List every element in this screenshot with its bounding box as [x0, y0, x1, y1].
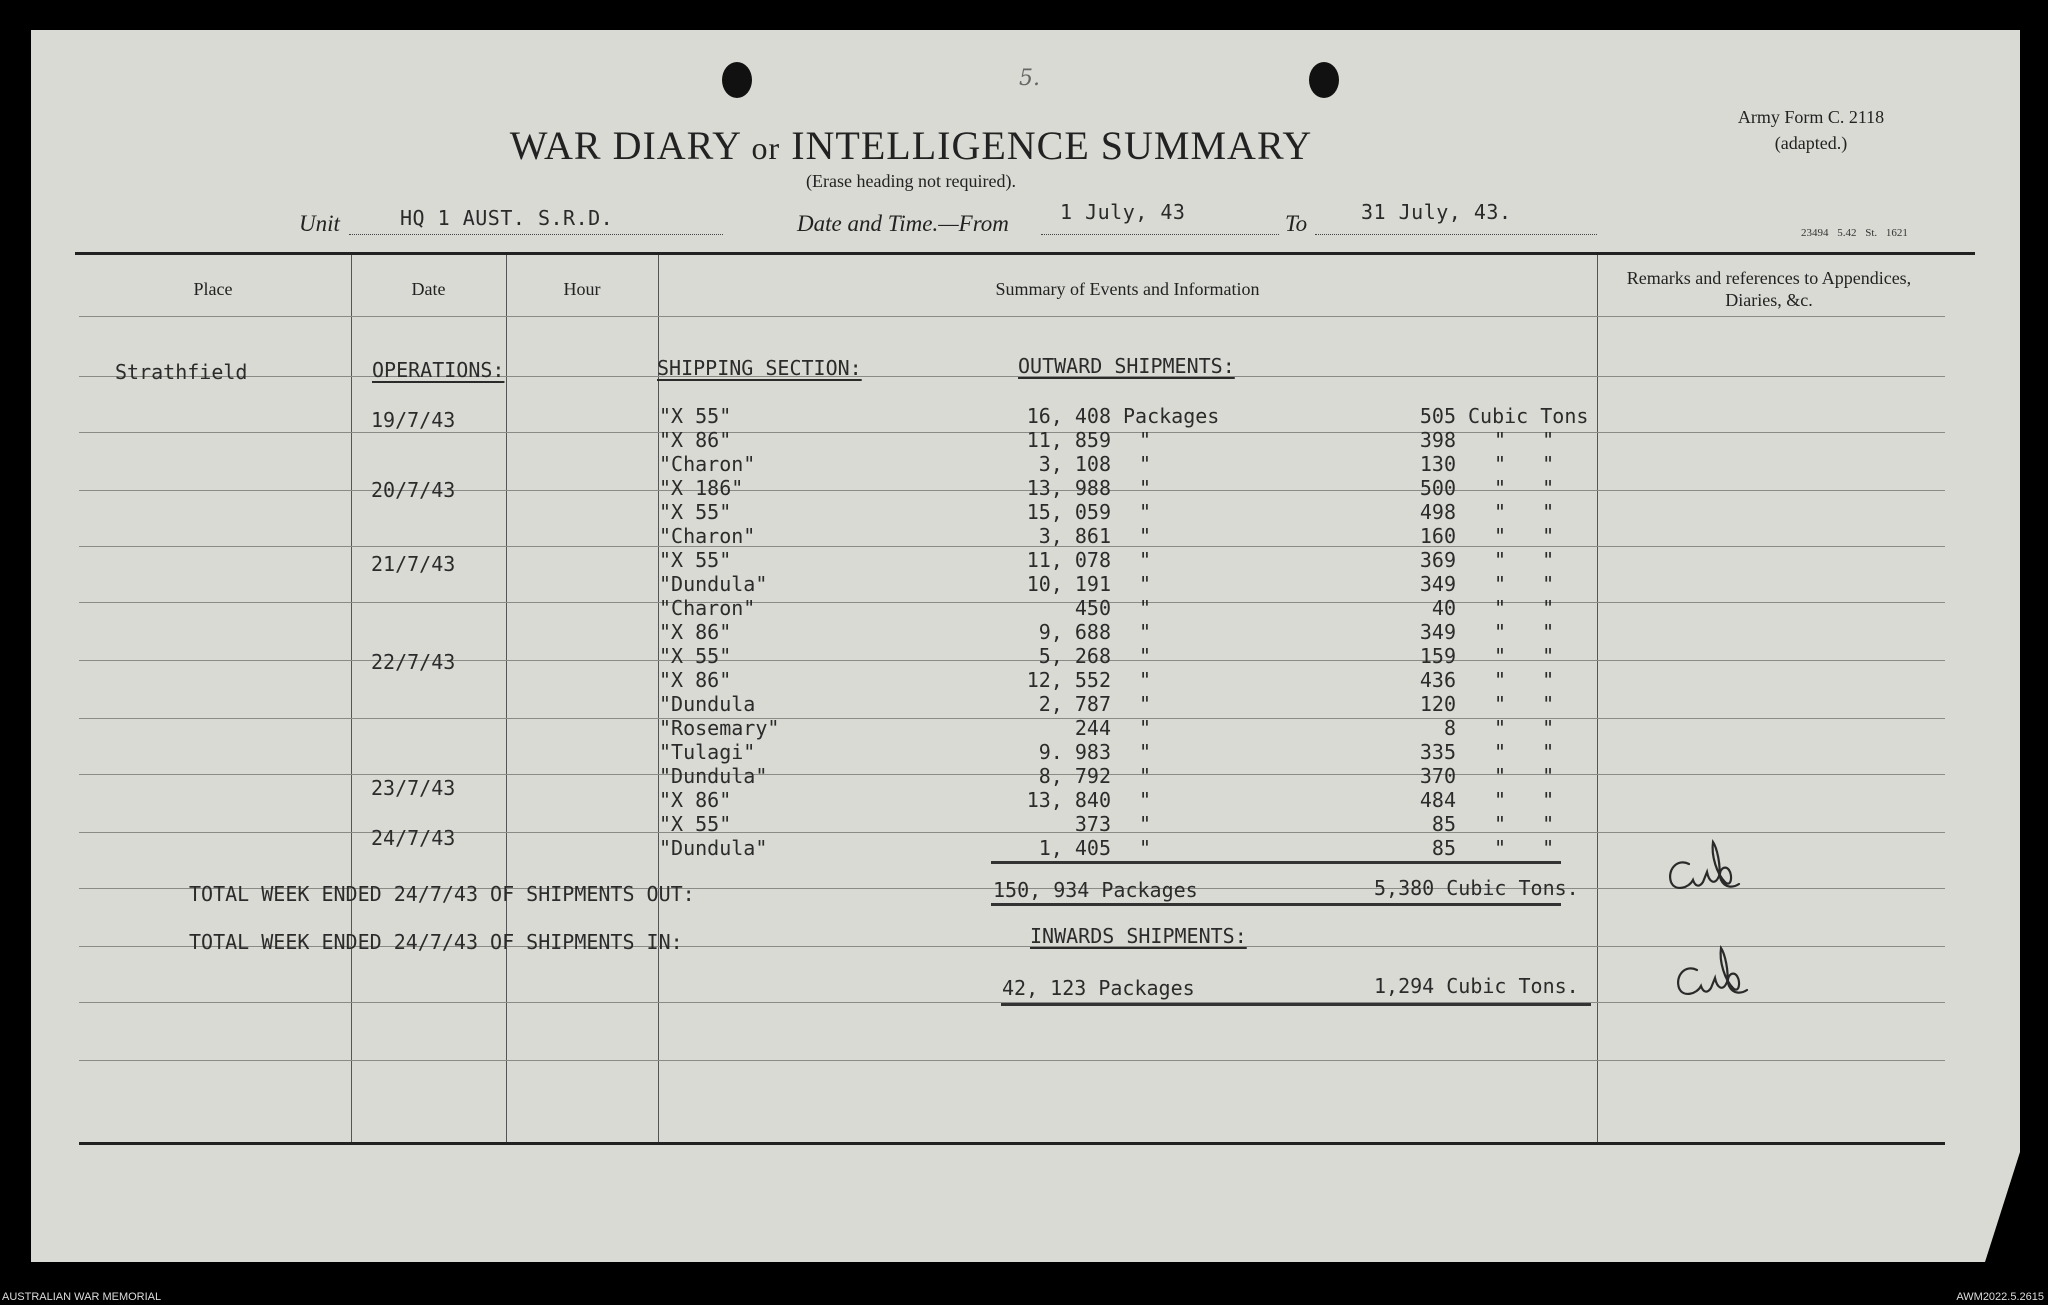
date-entry: 20/7/43 — [371, 478, 456, 502]
heading-operations: OPERATIONS: — [372, 358, 505, 382]
cubic-tons: 349 — [1419, 572, 1456, 596]
package-count: 9. 983 — [1038, 740, 1111, 764]
package-count: 11, 078 — [1026, 548, 1111, 572]
package-count: 9, 688 — [1038, 620, 1111, 644]
vessel-name: "X 186" — [659, 476, 744, 500]
cubic-tons: 398 — [1419, 428, 1456, 452]
punch-hole-right — [1309, 62, 1339, 98]
title-or: or — [751, 130, 781, 166]
cubic-tons: 369 — [1419, 548, 1456, 572]
package-unit: " — [1139, 692, 1152, 716]
vessel-name: "X 55" — [659, 404, 732, 428]
vessel-name: "X 55" — [659, 812, 732, 836]
handwritten-initials-1 — [1659, 836, 1749, 906]
cubic-tons: 85 — [1431, 812, 1456, 836]
col-divider-date — [506, 255, 507, 1142]
table-bottom-rule — [79, 1142, 1945, 1145]
col-head-place: Place — [193, 279, 233, 299]
total-out-tons: 5,380 Cubic Tons. — [1374, 876, 1579, 900]
tons-unit: " " — [1494, 668, 1555, 692]
vessel-name: "Tulagi" — [659, 740, 756, 764]
package-unit: " — [1139, 476, 1152, 500]
tons-unit: " " — [1494, 740, 1555, 764]
tons-unit: " " — [1494, 428, 1555, 452]
package-count: 11, 859 — [1026, 428, 1111, 452]
from-dotted-line — [1041, 234, 1279, 235]
cubic-tons: 500 — [1419, 476, 1456, 500]
package-count: 3, 108 — [1038, 452, 1111, 476]
place-value: Strathfield — [115, 360, 248, 384]
punch-hole-left — [722, 62, 752, 98]
package-unit: " — [1139, 524, 1152, 548]
package-unit: " — [1139, 740, 1152, 764]
vessel-name: "Charon" — [659, 596, 756, 620]
date-entry: 23/7/43 — [371, 776, 456, 800]
tons-unit: " " — [1494, 476, 1555, 500]
date-label: Date and Time.—From — [797, 211, 1009, 236]
cubic-tons: 436 — [1419, 668, 1456, 692]
heading-inwards-shipments: INWARDS SHIPMENTS: — [1030, 924, 1247, 948]
total-in-label: TOTAL WEEK ENDED 24/7/43 OF SHIPMENTS IN: — [189, 930, 683, 954]
vessel-name: "X 86" — [659, 668, 732, 692]
package-count: 10, 191 — [1026, 572, 1111, 596]
package-unit: " — [1139, 572, 1152, 596]
cubic-tons: 370 — [1419, 764, 1456, 788]
vessel-name: "X 86" — [659, 620, 732, 644]
package-unit: " — [1139, 644, 1152, 668]
col-head-remarks: Remarks and references to Appendices, Diaries, &c. — [1626, 268, 1912, 310]
package-count: 13, 840 — [1026, 788, 1111, 812]
vessel-name: "Dundula" — [659, 572, 768, 596]
tons-unit: " " — [1494, 644, 1555, 668]
cubic-tons: 120 — [1419, 692, 1456, 716]
package-unit: " — [1139, 788, 1152, 812]
package-count: 373 — [1074, 812, 1111, 836]
cubic-tons: 335 — [1419, 740, 1456, 764]
form-title — [31, 122, 1791, 169]
footer-accession-number: AWM2022.5.2615 — [1956, 1291, 2044, 1303]
package-unit: " — [1139, 836, 1152, 860]
tons-unit: Cubic Tons — [1468, 404, 1589, 428]
col-head-date: Date — [411, 279, 446, 299]
date-entry: 24/7/43 — [371, 826, 456, 850]
package-unit: " — [1139, 668, 1152, 692]
page-number: 5. — [1019, 66, 1040, 91]
to-value: 31 July, 43. — [1361, 200, 1512, 224]
to-dotted-line — [1315, 234, 1597, 235]
package-count: 13, 988 — [1026, 476, 1111, 500]
vessel-name: "X 55" — [659, 500, 732, 524]
total-out-rule — [991, 903, 1561, 906]
tons-unit: " " — [1494, 764, 1555, 788]
tons-unit: " " — [1494, 452, 1555, 476]
col-divider-summary — [1597, 255, 1598, 1142]
tons-unit: " " — [1494, 596, 1555, 620]
col-head-hour: Hour — [563, 279, 601, 299]
vessel-name: "X 55" — [659, 644, 732, 668]
cubic-tons: 498 — [1419, 500, 1456, 524]
vessel-name: "Rosemary" — [659, 716, 780, 740]
package-count: 450 — [1074, 596, 1111, 620]
package-count: 1, 405 — [1038, 836, 1111, 860]
cubic-tons: 505 — [1419, 404, 1456, 428]
package-unit: " — [1139, 452, 1152, 476]
total-in-tons: 1,294 Cubic Tons. — [1374, 974, 1579, 998]
table-top-rule — [75, 252, 1975, 255]
tons-unit: " " — [1494, 812, 1555, 836]
title-intelligence-summary: INTELLIGENCE SUMMARY — [791, 123, 1313, 168]
unit-value: HQ 1 AUST. S.R.D. — [400, 206, 614, 230]
heading-outward-shipments: OUTWARD SHIPMENTS: — [1018, 354, 1235, 378]
total-out-label: TOTAL WEEK ENDED 24/7/43 OF SHIPMENTS OUT: — [189, 882, 695, 906]
army-form-adapted: (adapted.) — [1774, 133, 1848, 153]
title-war-diary: WAR DIARY — [509, 123, 741, 168]
vessel-name: "Dundula — [659, 692, 756, 716]
package-count: 12, 552 — [1026, 668, 1111, 692]
tons-unit: " " — [1494, 548, 1555, 572]
col-head-summary: Summary of Events and Information — [995, 279, 1260, 299]
subtotal-rule — [991, 861, 1561, 864]
vessel-name: "X 86" — [659, 788, 732, 812]
tons-unit: " " — [1494, 836, 1555, 860]
cubic-tons: 484 — [1419, 788, 1456, 812]
unit-label: Unit — [299, 211, 340, 236]
vessel-name: "Charon" — [659, 524, 756, 548]
cubic-tons: 40 — [1431, 596, 1456, 620]
tons-unit: " " — [1494, 716, 1555, 740]
package-unit: " — [1139, 764, 1152, 788]
form-subtitle: (Erase heading not required). — [806, 171, 1016, 191]
package-unit: " — [1139, 620, 1152, 644]
tons-unit: " " — [1494, 692, 1555, 716]
tons-unit: " " — [1494, 788, 1555, 812]
tons-unit: " " — [1494, 572, 1555, 596]
cubic-tons: 159 — [1419, 644, 1456, 668]
tons-unit: " " — [1494, 620, 1555, 644]
cubic-tons: 85 — [1431, 836, 1456, 860]
print-code: 23494 5.42 St. 1621 — [1801, 227, 1908, 239]
vessel-name: "Charon" — [659, 452, 756, 476]
total-out-packages: 150, 934 Packages — [993, 878, 1198, 902]
package-unit: " — [1139, 548, 1152, 572]
date-entry: 21/7/43 — [371, 552, 456, 576]
package-unit: " — [1139, 500, 1152, 524]
row-rule — [79, 376, 1945, 377]
package-count: 3, 861 — [1038, 524, 1111, 548]
vessel-name: "X 55" — [659, 548, 732, 572]
col-divider-place — [351, 255, 352, 1142]
package-count: 2, 787 — [1038, 692, 1111, 716]
cubic-tons: 349 — [1419, 620, 1456, 644]
vessel-name: "Dundula" — [659, 836, 768, 860]
package-count: 16, 408 — [1026, 404, 1111, 428]
unit-dotted-line — [349, 234, 723, 235]
package-unit: Packages — [1123, 404, 1220, 428]
header-row-rule — [79, 316, 1945, 317]
total-in-packages: 42, 123 Packages — [1002, 976, 1195, 1000]
package-count: 244 — [1074, 716, 1111, 740]
cubic-tons: 160 — [1419, 524, 1456, 548]
package-count: 15, 059 — [1026, 500, 1111, 524]
tons-unit: " " — [1494, 524, 1555, 548]
package-unit: " — [1139, 596, 1152, 620]
vessel-name: "Dundula" — [659, 764, 768, 788]
total-in-rule — [1001, 1003, 1591, 1006]
date-entry: 19/7/43 — [371, 408, 456, 432]
package-unit: " — [1139, 428, 1152, 452]
army-form-label — [1721, 104, 1901, 156]
tons-unit: " " — [1494, 500, 1555, 524]
vessel-name: "X 86" — [659, 428, 732, 452]
cubic-tons: 130 — [1419, 452, 1456, 476]
from-value: 1 July, 43 — [1060, 200, 1186, 224]
to-label: To — [1285, 211, 1308, 236]
package-unit: " — [1139, 812, 1152, 836]
package-count: 5, 268 — [1038, 644, 1111, 668]
package-count: 8, 792 — [1038, 764, 1111, 788]
footer-source: AUSTRALIAN WAR MEMORIAL — [2, 1291, 162, 1303]
package-unit: " — [1139, 716, 1152, 740]
date-entry: 22/7/43 — [371, 650, 456, 674]
cubic-tons: 8 — [1443, 716, 1456, 740]
row-rule — [79, 1060, 1945, 1061]
heading-shipping-section: SHIPPING SECTION: — [657, 356, 862, 380]
war-diary-sheet — [31, 30, 2020, 1262]
army-form-number: Army Form C. 2118 — [1737, 107, 1885, 127]
handwritten-initials-2 — [1667, 942, 1757, 1012]
